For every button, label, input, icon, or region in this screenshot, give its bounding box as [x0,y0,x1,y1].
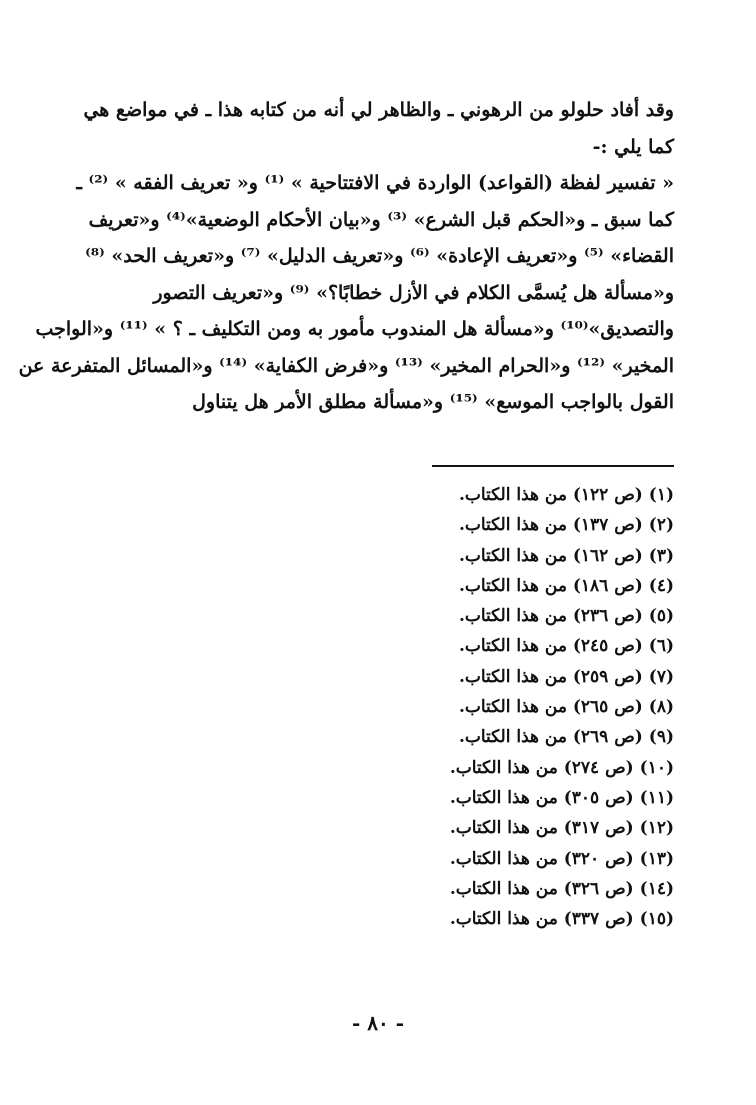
footnote-item: (١٢) (ص ٣١٧) من هذا الكتاب. [449,818,674,839]
footnote-item: (٩) (ص ٢٦٩) من هذا الكتاب. [458,727,674,748]
body-line: وقد أفاد حلولو من الرهوني ـ والظاهر لي أنه من كتابه هذا ـ في مواضع هي [83,99,674,121]
body-line: المخير» ⁽¹²⁾ و«الحرام المخير» ⁽¹³⁾ و«فرض الكفاية» ⁽¹⁴⁾ و«المسائل المتفرعة عن [18,354,674,377]
footnote-item: (٨) (ص ٢٦٥) من هذا الكتاب. [458,697,674,718]
body-line: « تفسير لفظة (القواعد) الواردة في الافتتاحية » ⁽¹⁾ و« تعريف الفقه » ⁽²⁾ ـ [76,172,674,194]
footnote-item: (٥) (ص ٢٣٦) من هذا الكتاب. [458,606,674,627]
footnote-item: (١٥) (ص ٣٣٧) من هذا الكتاب. [449,909,674,930]
body-line: و«مسألة هل يُسمَّى الكلام في الأزل خطابًا؟» ⁽⁹⁾ و«تعريف التصور [153,281,674,304]
footnote-item: (١) (ص ١٢٢) من هذا الكتاب. [458,485,674,505]
footnote-item: (١٤) (ص ٣٢٦) من هذا الكتاب. [449,878,674,899]
page-number: - ٨٠ - [351,1011,404,1035]
footnotes-list [300,480,674,934]
footnote-item: (٦) (ص ٢٤٥) من هذا الكتاب. [458,636,674,657]
footnote-item: (١٠) (ص ٢٧٤) من هذا الكتاب. [449,757,674,778]
footnote-divider [432,465,674,467]
footnote-item: (١٣) (ص ٣٢٠) من هذا الكتاب. [449,848,674,869]
body-line: القول بالواجب الموسع» ⁽¹⁵⁾ و«مسألة مطلق الأمر هل يتناول [192,391,674,413]
body-line: والتصديق»⁽¹⁰⁾ و«مسألة هل المندوب مأمور به ومن التكليف ـ ؟ » ⁽¹¹⁾ و«الواجب [35,318,674,340]
footnote-item: (١١) (ص ٣٠٥) من هذا الكتاب. [449,787,674,808]
body-text [18,92,674,421]
footnote-item: (٣) (ص ١٦٢) من هذا الكتاب. [458,545,674,566]
body-line: كما سبق ـ و«الحكم قبل الشرع» ⁽³⁾ و«بيان الأحكام الوضعية»⁽⁴⁾ و«تعريف [88,208,674,231]
body-line: القضاء» ⁽⁵⁾ و«تعريف الإعادة» ⁽⁶⁾ و«تعريف الدليل» ⁽⁷⁾ و«تعريف الحد» ⁽⁸⁾ [85,245,674,267]
footnote-item: (٤) (ص ١٨٦) من هذا الكتاب. [458,575,674,596]
footnote-item: (٧) (ص ٢٥٩) من هذا الكتاب. [458,666,674,687]
body-line: كما يلي :- [592,135,674,158]
footnote-item: (٢) (ص ١٣٧) من هذا الكتاب. [458,515,674,536]
